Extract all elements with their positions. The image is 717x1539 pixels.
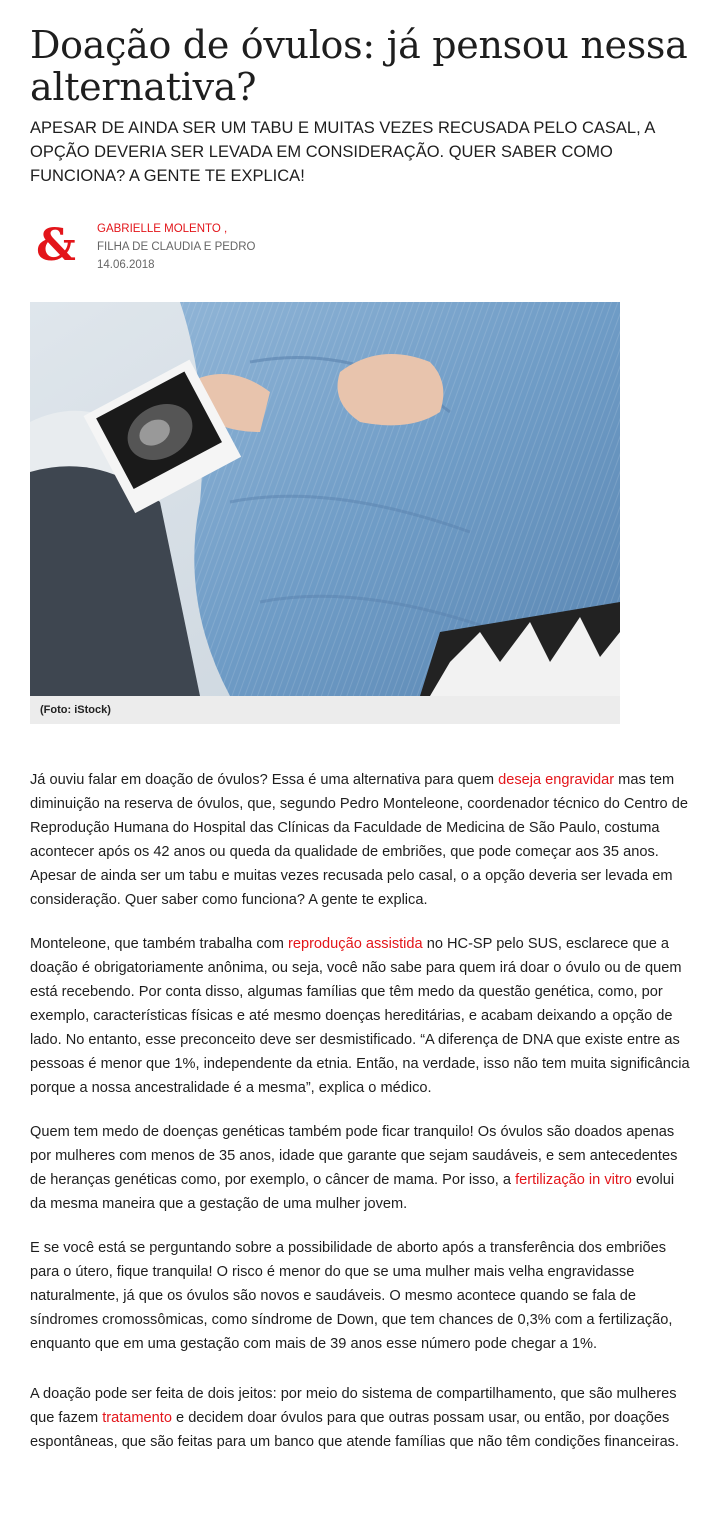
article-page xyxy=(30,0,690,280)
author-parents: FILHA DE CLAUDIA E PEDRO xyxy=(97,241,256,253)
byline xyxy=(30,220,690,280)
paragraph-3: Quem tem medo de doenças genéticas também pode ficar tranquilo! Os óvulos são doados apenas por mulheres com menos de 35 anos, idade que garante que sejam saudáveis, e sem antecedentes de heranças genéticas como, por exemplo, o câncer de mama. Por isso, a fertilização in vitro evolui da mesma maneira que a gestação de uma mulher jovem. xyxy=(30,1124,678,1212)
link-tratamento[interactable]: tratamento xyxy=(102,1410,172,1426)
byline-meta xyxy=(97,220,256,274)
publish-date: 14.06.2018 xyxy=(97,259,155,271)
link-reproducao-assistida[interactable]: reprodução assistida xyxy=(287,936,423,952)
pregnant-woman-ultrasound-photo xyxy=(30,302,620,696)
paragraph-1: Já ouviu falar em doação de óvulos? Essa é uma alternativa para quem deseja engravidar mas tem diminuição na reserva de óvulos, que, segundo Pedro Monteleone, coordenador técnico do Centro de Reprodução Humana do Hospital das Clínicas da Faculdade de Medicina de São Paulo, costuma acontecer após os 42 anos ou queda da qualidade de embriões, que pode começar aos 35 anos. Apesar de ainda ser um tabu e muitas vezes recusada pelo casal, o a opção deveria ser levada em consideração. Quer saber como funciona? A gente te explica. xyxy=(30,772,688,908)
article-figure xyxy=(30,302,620,724)
paragraph-4: E se você está se perguntando sobre a possibilidade de aborto após a transferência dos embriões para o útero, fique tranquila! O risco é menor do que se uma mulher mais velha engravidasse naturalmente, já que os óvulos são novos e saudáveis. O mesmo acontece quando se fala de síndromes cromossômicas, como síndrome de Down, que tem chances de 0,3% com a fertilização, enquanto que em uma gestação com mais de 39 anos esse número pode chegar a 1%. xyxy=(30,1240,673,1352)
brand-logo-icon[interactable]: & xyxy=(36,220,76,271)
paragraph-2: Monteleone, que também trabalha com reprodução assistida no HC-SP pelo SUS, esclarece que a doação é obrigatoriamente anônima, ou seja, você não sabe para quem irá doar o óvulo ou de quem está recebendo. Por conta disso, algumas famílias que têm medo da questão genética, como, por exemplo, características físicas e até mesmo doenças hereditárias, e acabam deixando a opção de lado. No entanto, esse preconceito deve ser desmistificado. “A diferença de DNA que existe entre as pessoas é menor que 1%, independente da etnia. Então, na verdade, isso não tem muita significância porque a nossa ancestralidade é a mesma”, explica o médico. xyxy=(30,936,690,1096)
link-fertilizacao-in-vitro[interactable]: fertilização in vitro xyxy=(515,1172,632,1188)
paragraph-5: A doação pode ser feita de dois jeitos: por meio do sistema de compartilhamento, que são mulheres que fazem tratamento e decidem doar óvulos para que outras possam usar, ou então, por doações espontâneas, que são feitas para um banco que atende famílias que não têm condições financeiras. xyxy=(30,1386,680,1450)
article-title: Doação de óvulos: já pensou nessa alternativa? xyxy=(30,23,688,109)
article-subtitle: APESAR DE AINDA SER UM TABU E MUITAS VEZES RECUSADA PELO CASAL, A OPÇÃO DEVERIA SER LEVADA EM CONSIDERAÇÃO. QUER SABER COMO FUNCIONA? A GENTE TE EXPLICA! xyxy=(30,119,655,185)
link-deseja-engravidar[interactable]: deseja engravidar xyxy=(498,772,615,788)
author-link[interactable]: GABRIELLE MOLENTO , xyxy=(97,223,228,235)
photo-caption: (Foto: iStock) xyxy=(30,696,620,724)
article-body xyxy=(30,768,690,1474)
